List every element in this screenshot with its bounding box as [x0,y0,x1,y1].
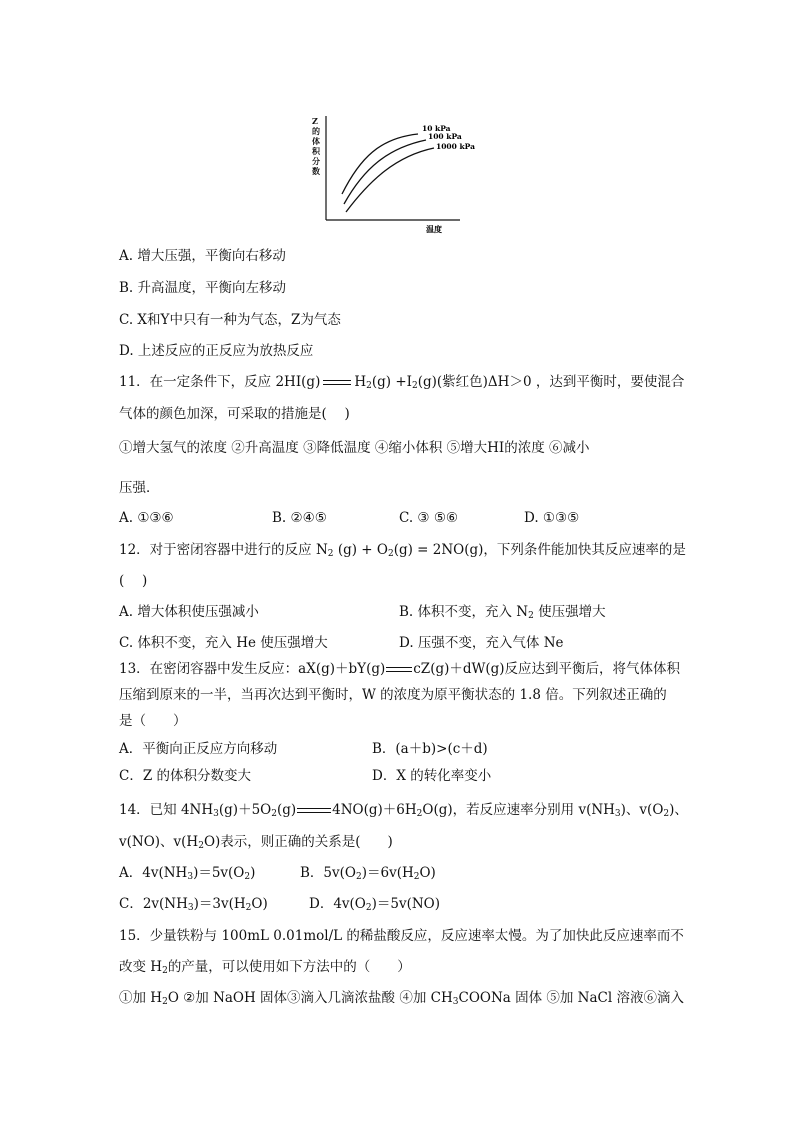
equilibrium-arrow [297,806,331,816]
q12-option-d: D. 压强不变，充入气体 Ne [399,635,564,651]
q11-option-b: B. ②④⑤ [272,510,327,526]
q14-option-c: C．$2v(NH_3)=3v(H_2O)$ [119,896,268,913]
q11-option-c: C. ③ ⑤⑥ [399,510,459,526]
q14-option-a: A．$4v(NH_3)=5v(O_2)$ [119,865,256,882]
q13-stem-line3: 是（ ） [119,713,187,729]
q11-option-d: D. ①③⑤ [524,510,580,526]
y-axis-label: Z的体积分数 [312,116,320,176]
q10-option-c: C. X和Y中只有一种为气态，Z为气态 [119,312,341,328]
figure-svg [300,108,480,238]
q11-option-a: A. ①③⑥ [119,510,174,526]
q12-stem: 12．对于密闭容器中进行的反应 $N_2$ $(g) + O_2(g) = 2NO(g)$，下列条件能加快其反应速率的是 [119,542,686,559]
q15-stem-line1: 15．少量铁粉与 100mL 0.01mol/L 的稀盐酸反应，反应速率太慢。为了加快此反应速率而不 [119,928,684,944]
q13-stem-line2: 压缩到原来的一半，当再次达到平衡时，W 的浓度为原平衡状态的 1.8 倍。下列叙述正确的 [119,687,667,703]
q12-option-a: A. 增大体积使压强减小 [119,604,259,620]
q13-option-c: C．Z 的体积分数变大 [119,768,252,784]
q15-stem-line2: 改变 $H_2$的产量，可以使用如下方法中的（ ） [119,959,411,976]
curve-label-10: 10 kPa [422,124,451,133]
q15-methods: ①加 $H_2O$ ②加 NaOH 固体③滴入几滴浓盐酸 ④加 $CH_3COONa$ 固体 ⑤加 NaCl 溶液⑥滴入 [119,990,684,1007]
q10-option-a: A. 增大压强，平衡向右移动 [119,248,286,264]
q12-option-c: C. 体积不变，充入 He 使压强增大 [119,635,328,651]
q13-option-a: A．平衡向正反应方向移动 [119,741,278,757]
curve-label-100: 100 kPa [428,132,462,141]
q10-option-d: D. 上述反应的正反应为放热反应 [119,343,314,359]
q11-conditions: ①增大氢气的浓度 ②升高温度 ③降低温度 ④缩小体积 ⑤增大HI的浓度 ⑥减小 [119,440,590,456]
curve-label-1000: 1000 kPa [436,142,475,151]
x-axis-label: 温度 [426,224,442,234]
q12-stem-line2: ( ) [119,573,148,589]
equilibrium-arrow [386,665,412,675]
q14-option-b: B．$5v(O_2)=6v(H_2O)$ [300,865,436,882]
pressure-temperature-figure [300,108,480,238]
curve-100kpa [344,140,426,204]
equilibrium-arrow [323,378,351,388]
q14-stem-line1: 14．已知 $4NH_3(g)+5O_2(g)$ $4NO(g)+6H_2O(g)$，若反应速率分别用 $v(NH_3)$、$v(O_2)$、 [119,802,688,819]
q12-option-b: B. 体积不变，充入 $N_2$ 使压强增大 [399,604,606,621]
q10-option-b: B. 升高温度，平衡向左移动 [119,280,287,296]
q11-conditions-tail: 压强． [119,480,160,496]
q14-stem-line2: v(NO)、$v(H_2O)$表示，则正确的关系是( ) [119,834,393,851]
q14-option-d: D．$4v(O_2)=5v(NO)$ [309,896,441,913]
q11-stem-line1: 11．在一定条件下，反应 2HI(g) $H_2(g) +I_2(g)$(紫红色)ΔH＞0 ，达到平衡时，要使混合 [119,374,685,391]
q13-option-d: D．X 的转化率变小 [372,768,492,784]
q13-option-b: B．(a＋b)>(c＋d) [372,741,488,757]
curve-10kpa [342,134,418,194]
q13-stem-line1: 13．在密闭容器中发生反应：aX(g)＋bY(g) cZ(g)＋dW(g)反应达到平衡后，将气体体积 [119,661,681,677]
q11-stem-line2: 气体的颜色加深，可采取的措施是( ) [119,406,350,422]
